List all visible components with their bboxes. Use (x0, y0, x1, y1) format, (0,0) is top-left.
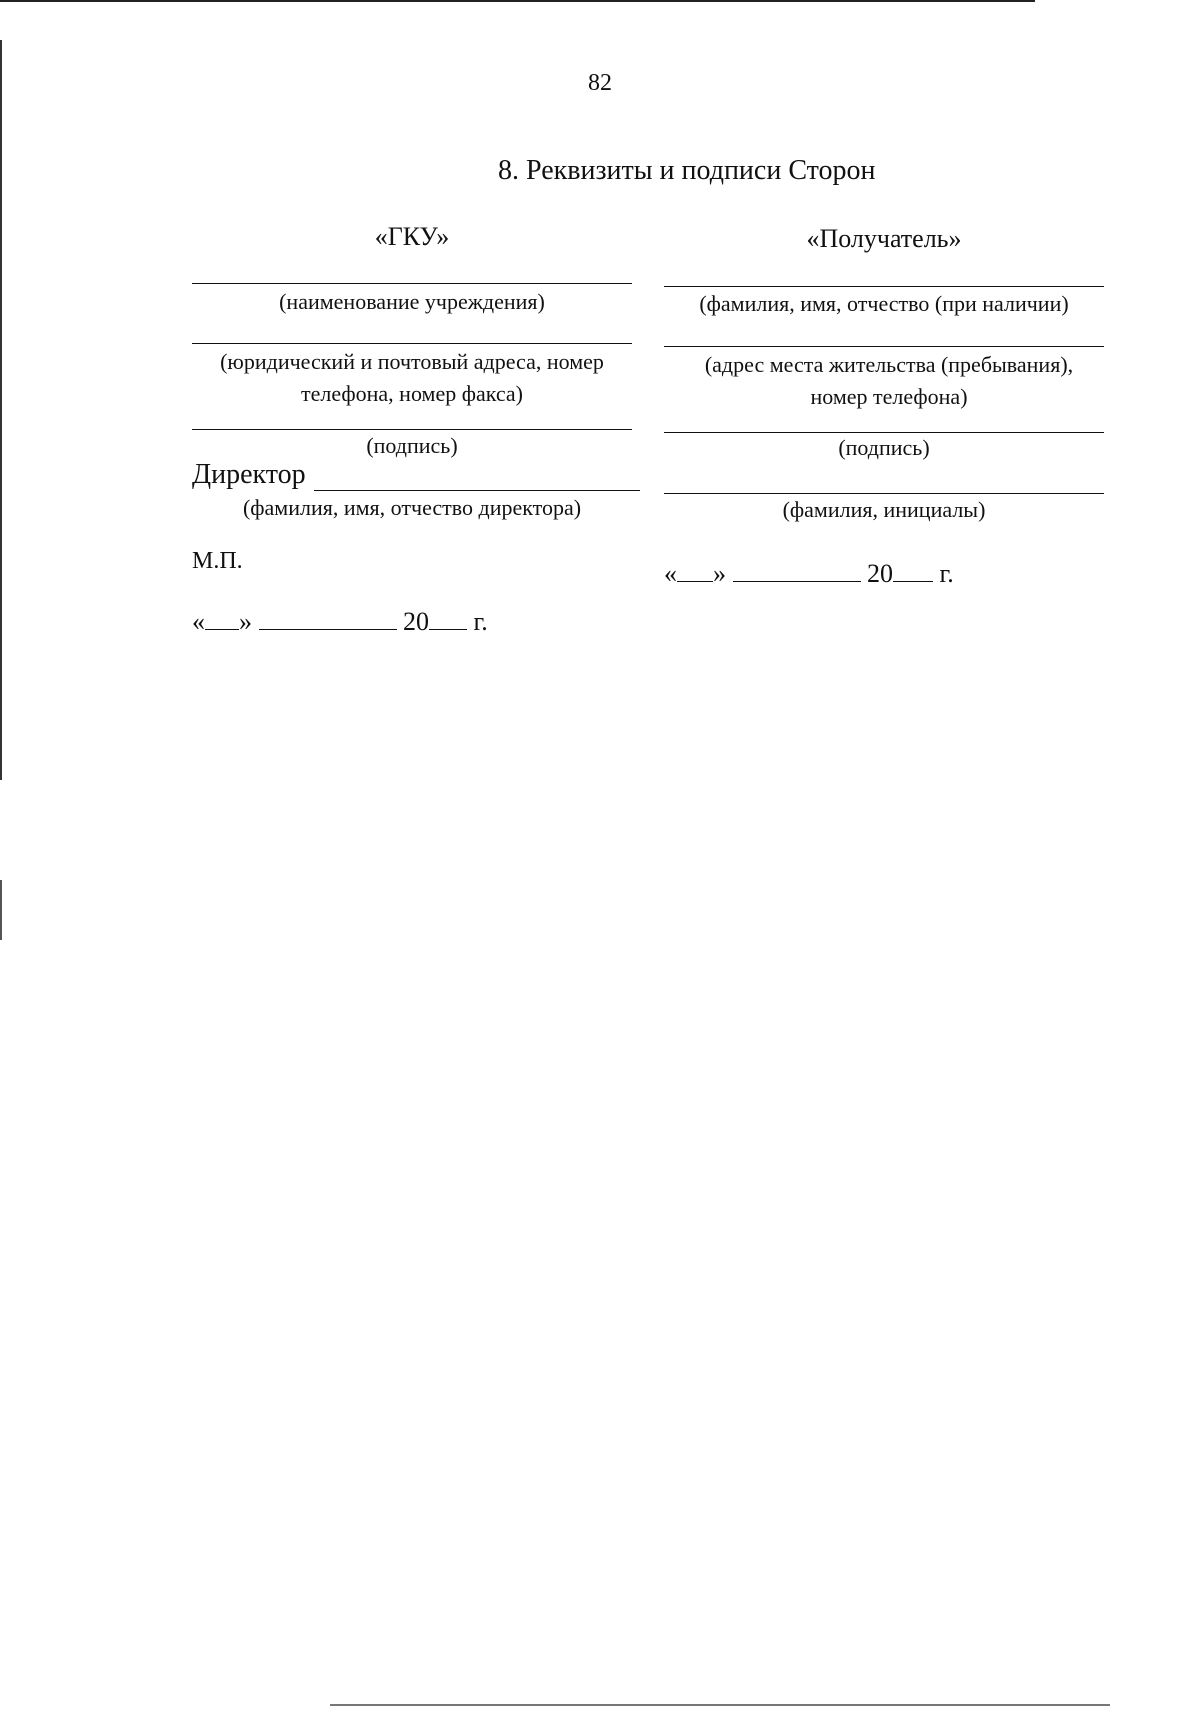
gku-name-line (192, 283, 632, 284)
date-close-quote: » (239, 607, 252, 636)
date-year-prefix: 20 (867, 559, 893, 588)
date-close-quote: » (713, 559, 726, 588)
recipient-address-line (664, 346, 1104, 347)
section-title: 8. Реквизиты и подписи Сторон (498, 155, 876, 186)
date-year-suffix: г. (473, 607, 488, 636)
recipient-signature-caption: (подпись) (838, 435, 930, 460)
date-month-blank (259, 607, 397, 630)
scan-edge-bottom (330, 1704, 1110, 1706)
recipient-address-caption: (адрес места жительства (пребывания), номер телефона) (704, 352, 1074, 409)
director-label: Директор (192, 459, 306, 490)
date-open-quote: « (664, 559, 677, 588)
director-signature-line (314, 490, 640, 491)
scan-edge-left-lower (0, 880, 2, 940)
gku-date (192, 607, 488, 637)
recipient-party-title: «Получатель» (806, 224, 962, 253)
recipient-date (664, 559, 954, 589)
scan-edge-left (0, 40, 2, 780)
stamp-place: М.П. (192, 548, 243, 574)
date-year-blank (429, 607, 467, 630)
recipient-name-line (664, 286, 1104, 287)
date-year-suffix: г. (939, 559, 954, 588)
date-year-blank (893, 559, 933, 582)
gku-address-line (192, 343, 632, 344)
date-day-blank (677, 559, 713, 582)
recipient-name-caption: (фамилия, имя, отчество (при наличии) (699, 291, 1069, 316)
date-day-blank (205, 607, 239, 630)
scan-edge-top (0, 0, 1035, 2)
recipient-initials-caption: (фамилия, инициалы) (782, 497, 986, 522)
director-caption: (фамилия, имя, отчество директора) (242, 495, 582, 520)
date-open-quote: « (192, 607, 205, 636)
date-month-blank (733, 559, 861, 582)
page-number: 82 (588, 70, 612, 96)
gku-party-title: «ГКУ» (374, 222, 450, 251)
gku-signature-caption: (подпись) (366, 433, 458, 458)
date-year-prefix: 20 (403, 607, 429, 636)
gku-name-caption: (наименование учреждения) (279, 289, 545, 314)
gku-address-caption: (юридический и почтовый адреса, номер телефона, номер факса) (220, 349, 604, 406)
